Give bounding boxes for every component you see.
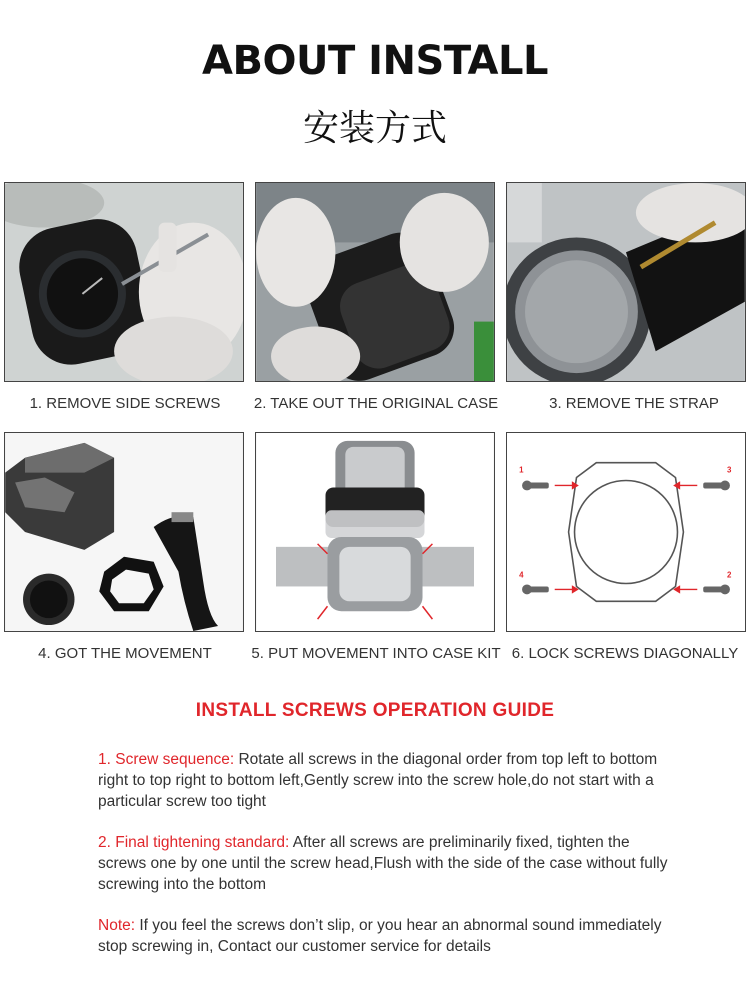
step-1-photo <box>4 182 244 382</box>
diagram-label-4: 4 <box>519 570 524 580</box>
guide-item-label: 1. Screw sequence: <box>98 751 235 768</box>
guide-item-screw-sequence <box>98 749 668 812</box>
step-2-photo <box>255 182 495 382</box>
page-subtitle: 安装方式 <box>302 108 447 149</box>
diagram-label-3: 3 <box>726 465 732 475</box>
diagram-label-1: 1 <box>519 465 524 475</box>
guide-title: INSTALL SCREWS OPERATION GUIDE <box>195 700 555 721</box>
step-4-photo <box>4 432 244 632</box>
step-2-caption: 2. TAKE OUT THE ORIGINAL CASE <box>253 395 499 412</box>
step-4-caption: 4. GOT THE MOVEMENT <box>38 645 212 662</box>
step-3-caption: 3. REMOVE THE STRAP <box>549 395 719 412</box>
guide-item-label: 2. Final tightening standard: <box>98 834 290 851</box>
guide-item-text: Rotate all screws in the diagonal order from top left to bottom right to top right to bottom left,Gently screw into the screw hole,do not start with a particular screw too tight <box>98 751 658 810</box>
step-5-caption: 5. PUT MOVEMENT INTO CASE KIT <box>251 645 501 662</box>
diagram-label-2: 2 <box>726 570 732 580</box>
step-1-caption: 1. REMOVE SIDE SCREWS <box>29 395 221 412</box>
guide-item-text: If you feel the screws don’t slip, or you hear an abnormal sound immediately stop screwing in, Contact our customer service for details <box>98 917 662 955</box>
step-5-photo <box>255 432 495 632</box>
page-title: ABOUT INSTALL <box>202 38 548 84</box>
guide-item-final-tightening <box>98 832 668 895</box>
guide-item-note <box>98 915 668 957</box>
step-6-caption: 6. LOCK SCREWS DIAGONALLY <box>511 645 739 662</box>
step-3-photo <box>506 182 746 382</box>
step-6-diagram <box>506 432 746 632</box>
guide-item-label: Note: <box>98 917 136 934</box>
guide-item-text: After all screws are preliminarily fixed, tighten the screws one by one until the screw head,Flush with the side of the case without fully screwing into the bottom <box>98 834 668 893</box>
